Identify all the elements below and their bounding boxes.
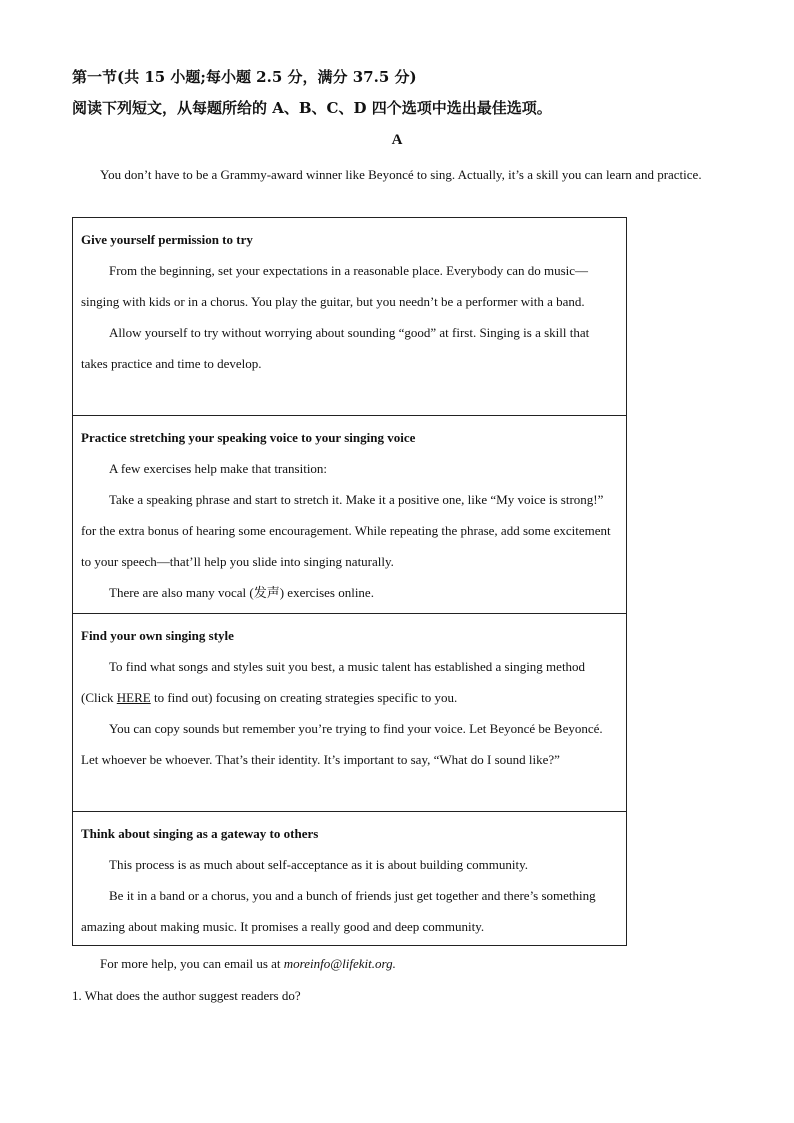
table-divider <box>73 811 626 812</box>
tip-title: Find your own singing style <box>81 628 234 643</box>
tips-table <box>72 217 627 946</box>
tip-title: Think about singing as a gateway to others <box>81 826 319 841</box>
tip-paragraph: Allow yourself to try without worrying about sounding “good” at first. Singing is a skill that takes practice and time to develop. <box>81 325 590 371</box>
tip-paragraph: Be it in a band or a chorus, you and a bunch of friends just get together and there’s something amazing about making music. It promises a really good and deep community. <box>81 888 596 934</box>
tip-paragraph: There are also many vocal (发声) exercises online. <box>109 585 374 600</box>
question-1: 1. What does the author suggest readers do? <box>72 988 301 1003</box>
instruction-line: 阅读下列短文，从每题所给的 A、B、C、D 四个选项中选出最佳选项。 <box>72 99 552 117</box>
passage-label: A <box>391 132 403 148</box>
tip-title: Practice stretching your speaking voice to your singing voice <box>81 430 416 445</box>
table-divider <box>73 613 626 614</box>
here-link[interactable]: HERE <box>116 690 151 705</box>
footer-text: For more help, you can email us at <box>100 956 284 971</box>
tip-paragraph: Take a speaking phrase and start to stretch it. Make it a positive one, like “My voice is strong!” for the extra bonus of hearing some encouragement. While repeating the phrase, add some excitement to your speech—that’ll help you slide into singing naturally. <box>81 492 611 569</box>
footer-help <box>72 953 712 975</box>
tip-text: To find what songs and styles suit you best, a music talent has established a singing method (Click <box>81 659 586 705</box>
tip-title: Give yourself permission to try <box>81 232 253 247</box>
tip-paragraph: This process is as much about self-acceptance as it is about building community. <box>109 857 529 872</box>
tip-paragraph <box>81 651 618 713</box>
tip-paragraph: From the beginning, set your expectations in a reasonable place. Everybody can do music—singing with kids or in a chorus. You play the guitar, but you needn’t be a performer with a band. <box>81 263 589 309</box>
email-link[interactable]: moreinfo@lifekit.org. <box>283 956 396 971</box>
tip-section-gateway <box>73 818 626 942</box>
section-header: 第一节(共 15 小题;每小题 2.5 分，满分 37.5 分) <box>72 68 417 86</box>
tip-section-permission <box>73 224 626 379</box>
intro-paragraph: You don’t have to be a Grammy-award winner like Beyoncé to sing. Actually, it’s a skill you can learn and practice. <box>100 167 702 182</box>
tip-text: to find out) focusing on creating strategies specific to you. <box>150 690 458 705</box>
tip-section-stretching <box>73 422 626 608</box>
table-divider <box>73 415 626 416</box>
tip-section-style <box>73 620 626 775</box>
tip-paragraph: A few exercises help make that transition: <box>109 461 328 476</box>
tip-paragraph: You can copy sounds but remember you’re trying to find your voice. Let Beyoncé be Beyoncé. Let whoever be whoever. That’s their identity. It’s important to say, “What do I sound like?” <box>81 721 603 767</box>
